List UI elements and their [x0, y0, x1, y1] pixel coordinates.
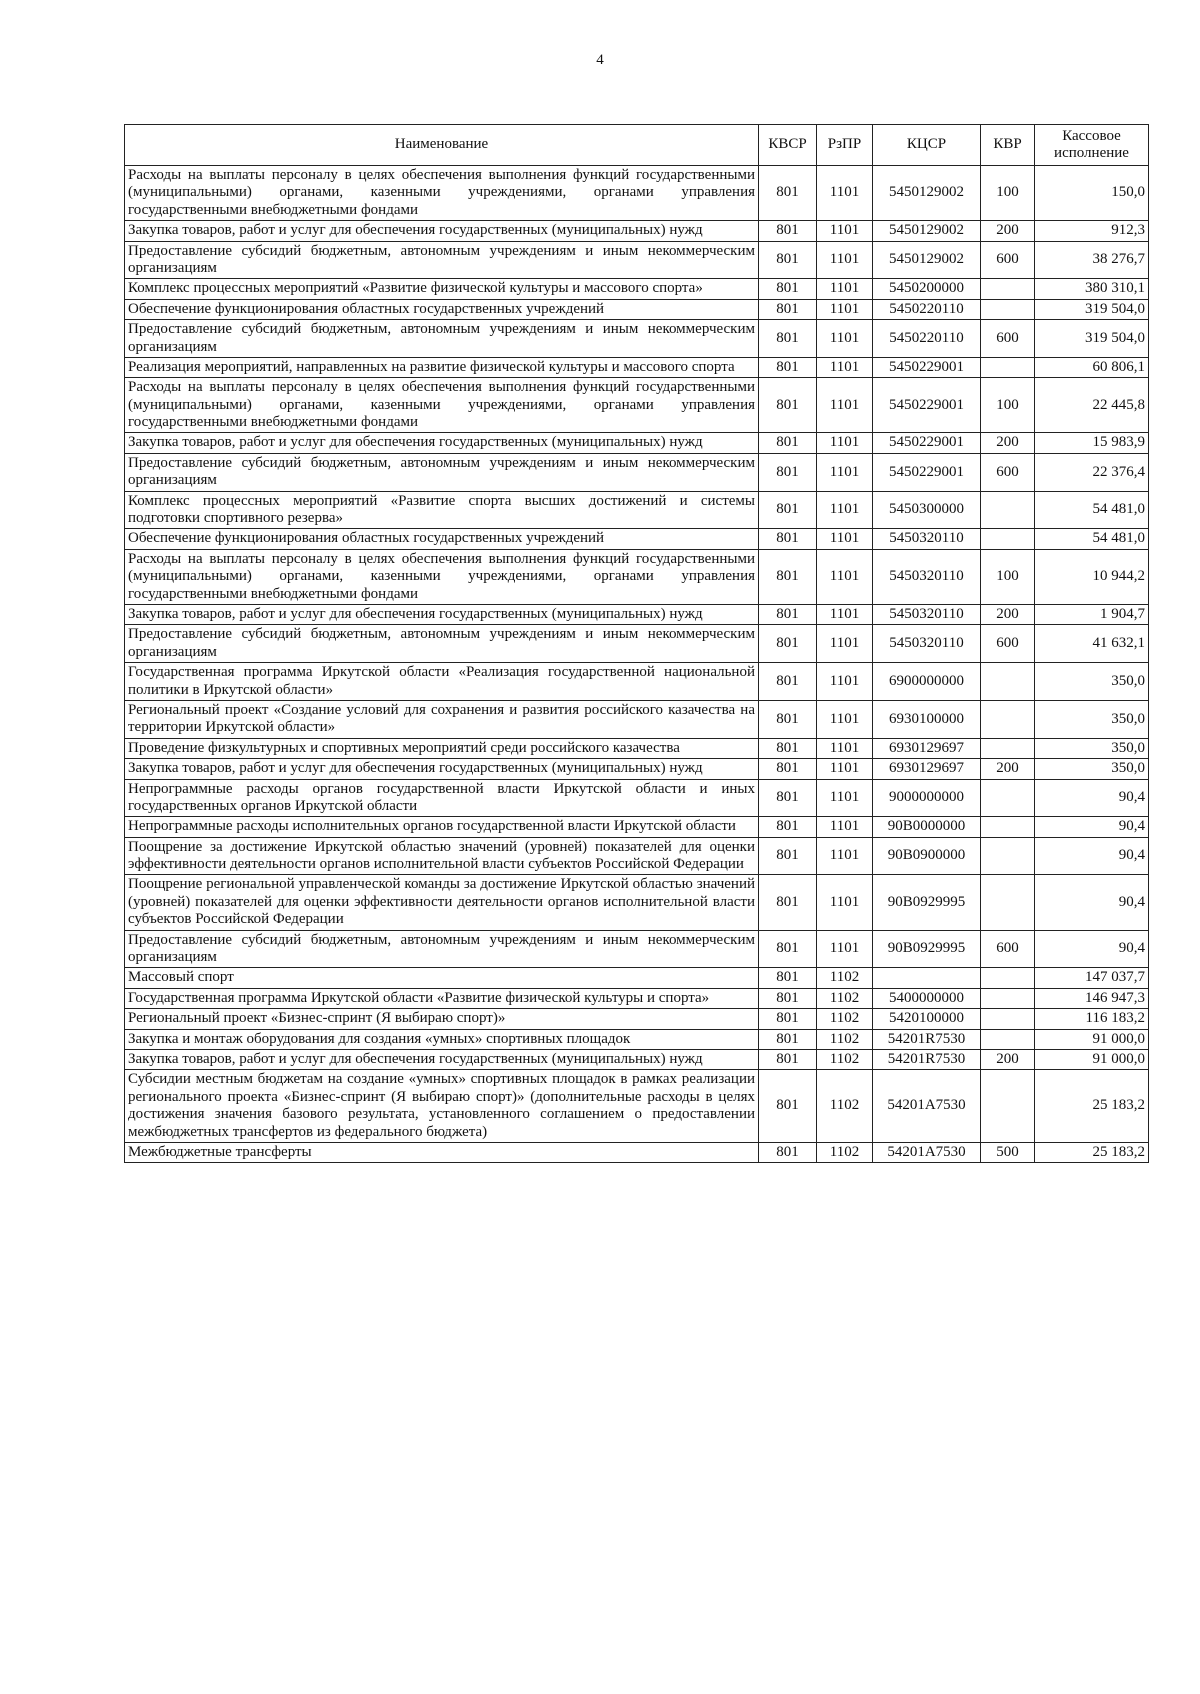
table-row: [125, 988, 1149, 1008]
cell-kvr: [981, 988, 1035, 1008]
cell-kvr: 100: [981, 378, 1035, 433]
cell-kvsr: 801: [759, 491, 817, 529]
cell-kvsr: 801: [759, 930, 817, 968]
cell-name: Обеспечение функционирования областных государственных учреждений: [125, 299, 759, 319]
cell-kcsr: 90В0929995: [873, 930, 981, 968]
cell-rzpr: 1101: [817, 433, 873, 453]
table-row: [125, 378, 1149, 433]
cell-kvsr: 801: [759, 1070, 817, 1143]
cell-kvr: 600: [981, 453, 1035, 491]
cell-rzpr: 1101: [817, 625, 873, 663]
cell-name: Предоставление субсидий бюджетным, автономным учреждениям и иным некоммерческим организациям: [125, 930, 759, 968]
cell-kvsr: 801: [759, 378, 817, 433]
cell-kvr: [981, 700, 1035, 738]
cell-kvr: 600: [981, 241, 1035, 279]
table-row: [125, 817, 1149, 837]
cell-name: Межбюджетные трансферты: [125, 1142, 759, 1162]
cell-rzpr: 1101: [817, 241, 873, 279]
cell-kvr: [981, 357, 1035, 377]
cell-kvr: 600: [981, 320, 1035, 358]
header-name: Наименование: [125, 125, 759, 166]
cell-kvr: 100: [981, 166, 1035, 221]
cell-amount: 60 806,1: [1035, 357, 1149, 377]
cell-rzpr: 1102: [817, 988, 873, 1008]
cell-kcsr: 90В0929995: [873, 875, 981, 930]
cell-kcsr: 5450129002: [873, 221, 981, 241]
cell-amount: 350,0: [1035, 700, 1149, 738]
cell-name: Расходы на выплаты персоналу в целях обеспечения выполнения функций государственными (муниципальными) органами, казенными учреждениями, органами управления государственными внебюджетными фондами: [125, 378, 759, 433]
cell-rzpr: 1102: [817, 968, 873, 988]
cell-kvr: [981, 1009, 1035, 1029]
table-row: [125, 453, 1149, 491]
cell-kvr: 500: [981, 1142, 1035, 1162]
header-kvr: КВР: [981, 125, 1035, 166]
cell-kvr: 200: [981, 759, 1035, 779]
cell-kvr: [981, 1070, 1035, 1143]
cell-rzpr: 1101: [817, 738, 873, 758]
cell-kvsr: 801: [759, 1142, 817, 1162]
cell-kvr: 200: [981, 1049, 1035, 1069]
cell-rzpr: 1102: [817, 1142, 873, 1162]
cell-amount: 15 983,9: [1035, 433, 1149, 453]
table-row: [125, 529, 1149, 549]
cell-kvsr: 801: [759, 779, 817, 817]
cell-rzpr: 1101: [817, 299, 873, 319]
cell-rzpr: 1101: [817, 221, 873, 241]
table-row: [125, 1142, 1149, 1162]
cell-rzpr: 1101: [817, 320, 873, 358]
cell-rzpr: 1101: [817, 604, 873, 624]
table-row: [125, 166, 1149, 221]
cell-rzpr: 1101: [817, 166, 873, 221]
cell-kvr: [981, 529, 1035, 549]
cell-kvsr: 801: [759, 241, 817, 279]
header-amount: Кассовое исполнение: [1035, 125, 1149, 166]
cell-kvsr: 801: [759, 433, 817, 453]
cell-name: Комплекс процессных мероприятий «Развитие физической культуры и массового спорта»: [125, 279, 759, 299]
cell-amount: 22 376,4: [1035, 453, 1149, 491]
cell-kcsr: 5450220110: [873, 320, 981, 358]
cell-kvsr: 801: [759, 320, 817, 358]
cell-amount: 150,0: [1035, 166, 1149, 221]
cell-rzpr: 1102: [817, 1009, 873, 1029]
cell-kvr: [981, 968, 1035, 988]
cell-amount: 90,4: [1035, 817, 1149, 837]
cell-kvsr: 801: [759, 875, 817, 930]
cell-amount: 350,0: [1035, 663, 1149, 701]
cell-kvr: [981, 875, 1035, 930]
cell-amount: 116 183,2: [1035, 1009, 1149, 1029]
cell-name: Расходы на выплаты персоналу в целях обеспечения выполнения функций государственными (муниципальными) органами, казенными учреждениями, органами управления государственными внебюджетными фондами: [125, 549, 759, 604]
cell-name: Государственная программа Иркутской области «Развитие физической культуры и спорта»: [125, 988, 759, 1008]
cell-kvsr: 801: [759, 166, 817, 221]
cell-amount: 10 944,2: [1035, 549, 1149, 604]
table-row: [125, 738, 1149, 758]
cell-kcsr: 5450229001: [873, 378, 981, 433]
cell-rzpr: 1101: [817, 529, 873, 549]
cell-kcsr: 5450320110: [873, 529, 981, 549]
cell-rzpr: 1101: [817, 759, 873, 779]
cell-kvr: [981, 779, 1035, 817]
cell-name: Непрограммные расходы исполнительных органов государственной власти Иркутской области: [125, 817, 759, 837]
budget-execution-table: [124, 124, 1149, 1163]
cell-kvsr: 801: [759, 663, 817, 701]
cell-kcsr: 5450129002: [873, 241, 981, 279]
cell-amount: 25 183,2: [1035, 1142, 1149, 1162]
cell-kcsr: 9000000000: [873, 779, 981, 817]
cell-kvr: [981, 663, 1035, 701]
cell-amount: 90,4: [1035, 779, 1149, 817]
cell-kvr: [981, 738, 1035, 758]
cell-rzpr: 1101: [817, 453, 873, 491]
cell-amount: 22 445,8: [1035, 378, 1149, 433]
cell-kvsr: 801: [759, 279, 817, 299]
cell-kcsr: [873, 968, 981, 988]
cell-kcsr: 6930129697: [873, 759, 981, 779]
cell-kvr: [981, 279, 1035, 299]
cell-kcsr: 90В0000000: [873, 817, 981, 837]
cell-amount: 90,4: [1035, 930, 1149, 968]
cell-amount: 25 183,2: [1035, 1070, 1149, 1143]
cell-name: Закупка и монтаж оборудования для создания «умных» спортивных площадок: [125, 1029, 759, 1049]
cell-kvsr: 801: [759, 700, 817, 738]
table-row: [125, 1009, 1149, 1029]
cell-kcsr: 54201А7530: [873, 1142, 981, 1162]
cell-amount: 54 481,0: [1035, 491, 1149, 529]
table-row: [125, 968, 1149, 988]
cell-kcsr: 90В0900000: [873, 837, 981, 875]
cell-kvsr: 801: [759, 837, 817, 875]
cell-name: Поощрение за достижение Иркутской областью значений (уровней) показателей для оценки эффективности деятельности органов исполнительной власти субъектов Российской Федерации: [125, 837, 759, 875]
cell-kvsr: 801: [759, 988, 817, 1008]
cell-kvsr: 801: [759, 817, 817, 837]
cell-rzpr: 1101: [817, 875, 873, 930]
cell-kcsr: 5450300000: [873, 491, 981, 529]
cell-amount: 146 947,3: [1035, 988, 1149, 1008]
table-row: [125, 700, 1149, 738]
cell-name: Предоставление субсидий бюджетным, автономным учреждениям и иным некоммерческим организациям: [125, 241, 759, 279]
cell-rzpr: 1101: [817, 491, 873, 529]
cell-kcsr: 5420100000: [873, 1009, 981, 1029]
cell-kcsr: 6900000000: [873, 663, 981, 701]
cell-amount: 319 504,0: [1035, 299, 1149, 319]
cell-rzpr: 1101: [817, 378, 873, 433]
cell-kvr: 600: [981, 930, 1035, 968]
cell-amount: 319 504,0: [1035, 320, 1149, 358]
cell-amount: 91 000,0: [1035, 1029, 1149, 1049]
cell-name: Обеспечение функционирования областных государственных учреждений: [125, 529, 759, 549]
cell-amount: 380 310,1: [1035, 279, 1149, 299]
cell-kvr: 200: [981, 433, 1035, 453]
cell-amount: 41 632,1: [1035, 625, 1149, 663]
cell-rzpr: 1102: [817, 1049, 873, 1069]
cell-rzpr: 1101: [817, 817, 873, 837]
cell-kvsr: 801: [759, 738, 817, 758]
cell-kvsr: 801: [759, 357, 817, 377]
cell-name: Расходы на выплаты персоналу в целях обеспечения выполнения функций государственными (муниципальными) органами, казенными учреждениями, органами управления государственными внебюджетными фондами: [125, 166, 759, 221]
cell-amount: 90,4: [1035, 837, 1149, 875]
cell-name: Закупка товаров, работ и услуг для обеспечения государственных (муниципальных) нужд: [125, 1049, 759, 1069]
cell-kvr: 600: [981, 625, 1035, 663]
cell-rzpr: 1101: [817, 837, 873, 875]
cell-name: Государственная программа Иркутской области «Реализация государственной национальной политики в Иркутской области»: [125, 663, 759, 701]
cell-name: Закупка товаров, работ и услуг для обеспечения государственных (муниципальных) нужд: [125, 604, 759, 624]
table-row: [125, 357, 1149, 377]
table-row: [125, 299, 1149, 319]
cell-kvsr: 801: [759, 1049, 817, 1069]
cell-rzpr: 1101: [817, 663, 873, 701]
cell-kvr: 200: [981, 604, 1035, 624]
cell-kcsr: 54201R7530: [873, 1049, 981, 1069]
cell-rzpr: 1101: [817, 930, 873, 968]
cell-kcsr: 5450200000: [873, 279, 981, 299]
table-row: [125, 779, 1149, 817]
cell-name: Предоставление субсидий бюджетным, автономным учреждениям и иным некоммерческим организациям: [125, 625, 759, 663]
cell-name: Закупка товаров, работ и услуг для обеспечения государственных (муниципальных) нужд: [125, 221, 759, 241]
header-rzpr: РзПР: [817, 125, 873, 166]
cell-kvsr: 801: [759, 299, 817, 319]
cell-kcsr: 5450129002: [873, 166, 981, 221]
table-row: [125, 221, 1149, 241]
table-row: [125, 663, 1149, 701]
table-row: [125, 1070, 1149, 1143]
cell-amount: 90,4: [1035, 875, 1149, 930]
cell-kcsr: 54201А7530: [873, 1070, 981, 1143]
cell-kvsr: 801: [759, 221, 817, 241]
cell-kvsr: 801: [759, 529, 817, 549]
table-row: [125, 320, 1149, 358]
table-row: [125, 625, 1149, 663]
cell-name: Массовый спорт: [125, 968, 759, 988]
cell-kvr: 100: [981, 549, 1035, 604]
cell-kvr: [981, 491, 1035, 529]
cell-rzpr: 1102: [817, 1070, 873, 1143]
cell-rzpr: 1101: [817, 779, 873, 817]
table-row: [125, 875, 1149, 930]
table-row: [125, 279, 1149, 299]
cell-name: Проведение физкультурных и спортивных мероприятий среди российского казачества: [125, 738, 759, 758]
header-kvsr: КВСР: [759, 125, 817, 166]
header-kcsr: КЦСР: [873, 125, 981, 166]
cell-name: Предоставление субсидий бюджетным, автономным учреждениям и иным некоммерческим организациям: [125, 453, 759, 491]
cell-amount: 147 037,7: [1035, 968, 1149, 988]
cell-kcsr: 5450320110: [873, 549, 981, 604]
cell-amount: 350,0: [1035, 759, 1149, 779]
table-row: [125, 1029, 1149, 1049]
cell-kvr: [981, 1029, 1035, 1049]
table-row: [125, 433, 1149, 453]
cell-kcsr: 5450320110: [873, 604, 981, 624]
cell-name: Региональный проект «Создание условий для сохранения и развития российского казачества на территории Иркутской области»: [125, 700, 759, 738]
table-row: [125, 1049, 1149, 1069]
cell-kcsr: 6930129697: [873, 738, 981, 758]
table-row: [125, 491, 1149, 529]
cell-rzpr: 1101: [817, 357, 873, 377]
cell-amount: 1 904,7: [1035, 604, 1149, 624]
cell-name: Комплекс процессных мероприятий «Развитие спорта высших достижений и системы подготовки спортивного резерва»: [125, 491, 759, 529]
cell-amount: 91 000,0: [1035, 1049, 1149, 1069]
cell-kcsr: 5400000000: [873, 988, 981, 1008]
table-row: [125, 930, 1149, 968]
cell-name: Закупка товаров, работ и услуг для обеспечения государственных (муниципальных) нужд: [125, 759, 759, 779]
table-header-row: [125, 125, 1149, 166]
cell-kvr: 200: [981, 221, 1035, 241]
cell-kcsr: 6930100000: [873, 700, 981, 738]
cell-amount: 38 276,7: [1035, 241, 1149, 279]
cell-name: Предоставление субсидий бюджетным, автономным учреждениям и иным некоммерческим организациям: [125, 320, 759, 358]
cell-rzpr: 1101: [817, 700, 873, 738]
cell-kvr: [981, 299, 1035, 319]
cell-kvr: [981, 837, 1035, 875]
cell-kcsr: 5450229001: [873, 453, 981, 491]
cell-name: Поощрение региональной управленческой команды за достижение Иркутской областью значений (уровней) показателей для оценки эффективности деятельности органов исполнительной власти субъектов Российской Федерации: [125, 875, 759, 930]
table-body: [125, 166, 1149, 1163]
cell-amount: 912,3: [1035, 221, 1149, 241]
cell-kvsr: 801: [759, 625, 817, 663]
cell-kcsr: 5450229001: [873, 433, 981, 453]
cell-name: Непрограммные расходы органов государственной власти Иркутской области и иных государственных органов Иркутской области: [125, 779, 759, 817]
cell-name: Субсидии местным бюджетам на создание «умных» спортивных площадок в рамках реализации регионального проекта «Бизнес-спринт (Я выбираю спорт)» (дополнительные расходы в целях достижения значения базового результата, установленного соглашением о предоставлении межбюджетных трансфертов из федерального бюджета): [125, 1070, 759, 1143]
table-row: [125, 759, 1149, 779]
table-row: [125, 241, 1149, 279]
cell-kcsr: 5450320110: [873, 625, 981, 663]
cell-kvsr: 801: [759, 968, 817, 988]
cell-kcsr: 54201R7530: [873, 1029, 981, 1049]
cell-kvsr: 801: [759, 549, 817, 604]
cell-kvsr: 801: [759, 759, 817, 779]
cell-name: Региональный проект «Бизнес-спринт (Я выбираю спорт)»: [125, 1009, 759, 1029]
cell-kcsr: 5450229001: [873, 357, 981, 377]
cell-kvr: [981, 817, 1035, 837]
cell-amount: 350,0: [1035, 738, 1149, 758]
cell-kcsr: 5450220110: [873, 299, 981, 319]
cell-rzpr: 1101: [817, 279, 873, 299]
table-row: [125, 549, 1149, 604]
cell-kvsr: 801: [759, 1009, 817, 1029]
table-row: [125, 604, 1149, 624]
cell-kvsr: 801: [759, 604, 817, 624]
cell-kvsr: 801: [759, 1029, 817, 1049]
cell-rzpr: 1101: [817, 549, 873, 604]
page-number: 4: [596, 52, 604, 68]
cell-amount: 54 481,0: [1035, 529, 1149, 549]
table-row: [125, 837, 1149, 875]
cell-name: Закупка товаров, работ и услуг для обеспечения государственных (муниципальных) нужд: [125, 433, 759, 453]
cell-kvsr: 801: [759, 453, 817, 491]
cell-rzpr: 1102: [817, 1029, 873, 1049]
cell-name: Реализация мероприятий, направленных на развитие физической культуры и массового спорта: [125, 357, 759, 377]
